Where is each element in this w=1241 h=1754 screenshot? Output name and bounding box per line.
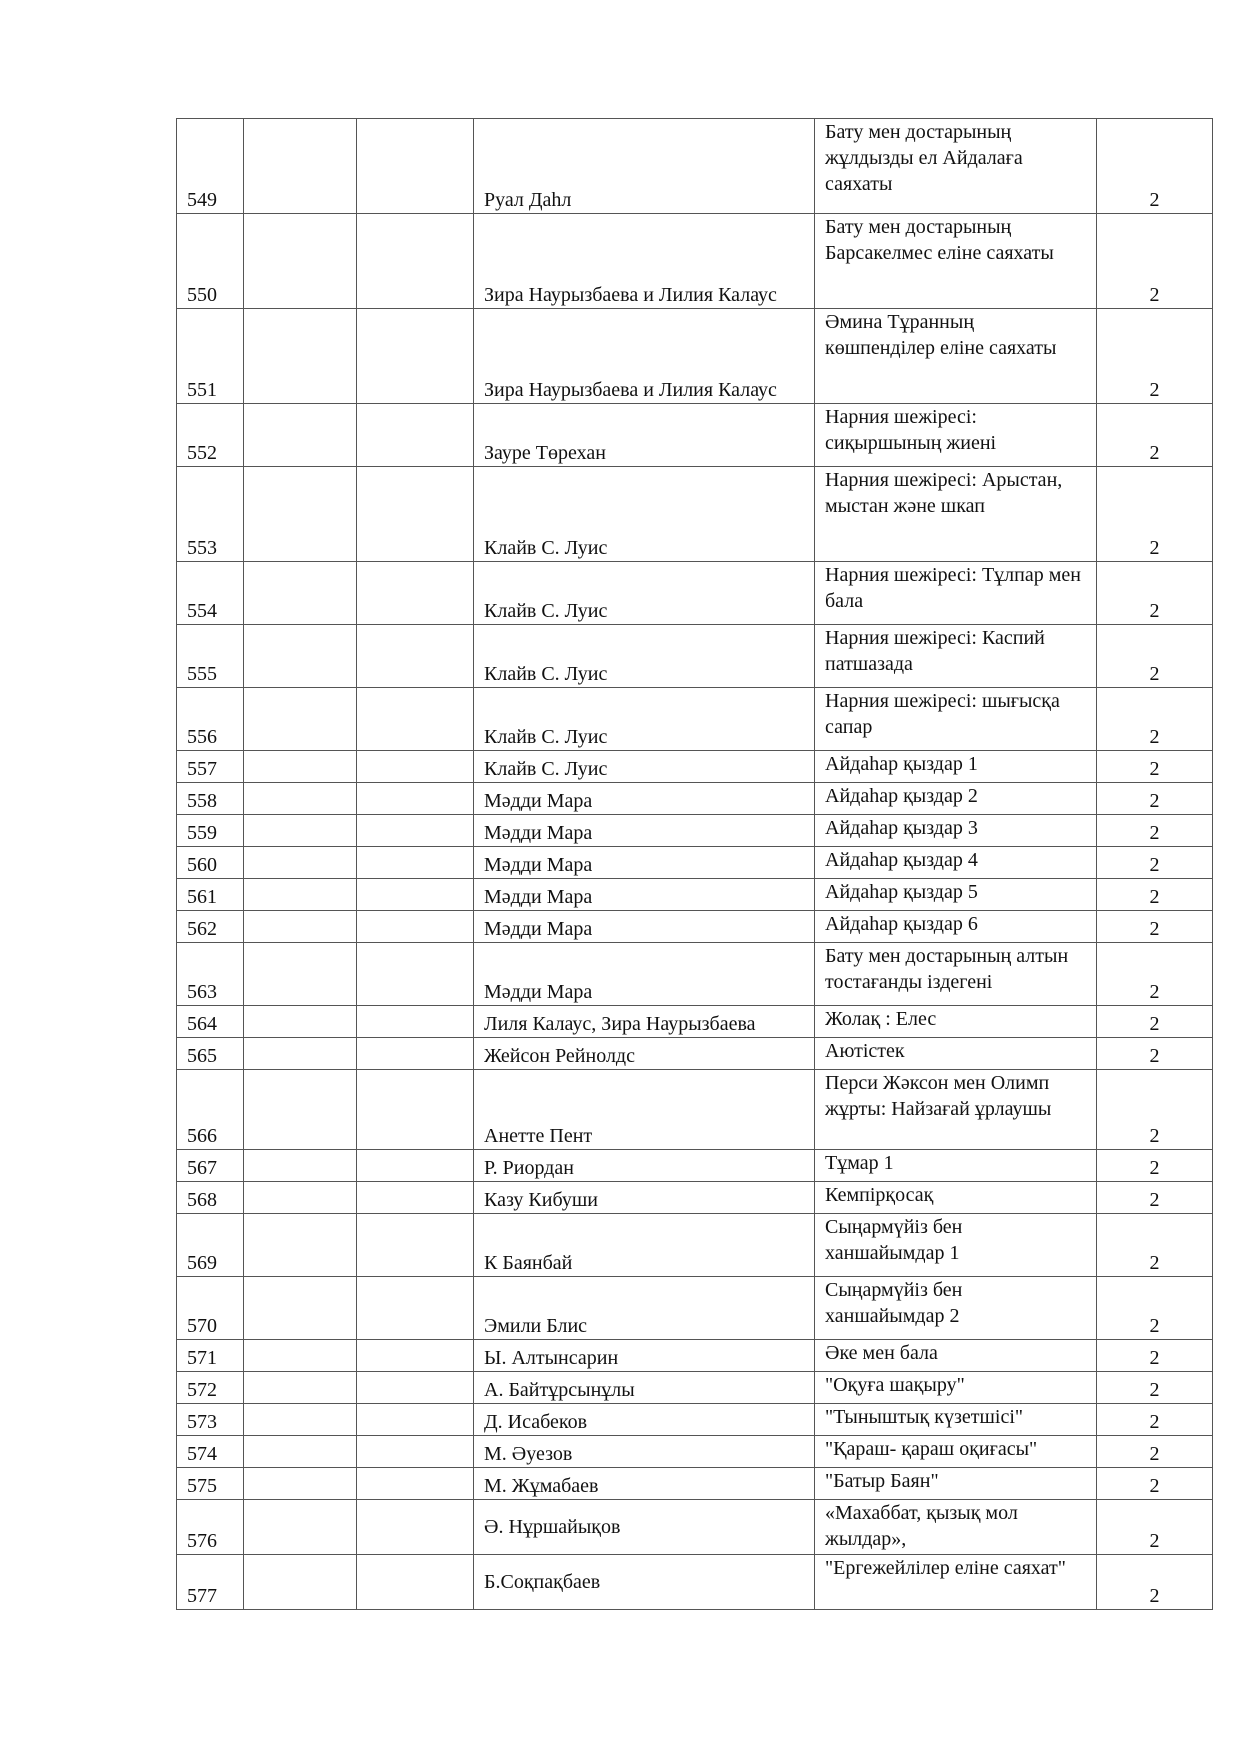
empty-cell xyxy=(244,1214,357,1277)
table-row xyxy=(177,562,1213,625)
empty-cell xyxy=(244,1372,357,1404)
empty-cell xyxy=(244,751,357,783)
title-cell: Сыңармүйіз бен ханшайымдар 2 xyxy=(815,1277,1097,1340)
title-cell: Айдаһар қыздар 4 xyxy=(815,847,1097,879)
table-row xyxy=(177,1150,1213,1182)
author-cell: Б.Соқпақбаев xyxy=(474,1555,815,1610)
author-cell: Мәдди Мара xyxy=(474,783,815,815)
title-cell: Әке мен бала xyxy=(815,1340,1097,1372)
table-row xyxy=(177,879,1213,911)
quantity-cell: 2 xyxy=(1097,1214,1213,1277)
empty-cell xyxy=(244,1006,357,1038)
table-row xyxy=(177,1372,1213,1404)
empty-cell xyxy=(357,625,474,688)
quantity-cell: 2 xyxy=(1097,1372,1213,1404)
author-cell: Зира Наурызбаева и Лилия Калаус xyxy=(474,309,815,404)
empty-cell xyxy=(244,625,357,688)
title-cell: Айдаһар қыздар 6 xyxy=(815,911,1097,943)
author-cell: М. Жұмабаев xyxy=(474,1468,815,1500)
empty-cell xyxy=(244,911,357,943)
title-cell: "Оқуға шақыру" xyxy=(815,1372,1097,1404)
empty-cell xyxy=(244,1277,357,1340)
empty-cell xyxy=(357,309,474,404)
empty-cell xyxy=(244,1070,357,1150)
table-row xyxy=(177,688,1213,751)
quantity-cell: 2 xyxy=(1097,467,1213,562)
empty-cell xyxy=(357,1150,474,1182)
title-cell: Айдаһар қыздар 1 xyxy=(815,751,1097,783)
empty-cell xyxy=(244,1182,357,1214)
quantity-cell: 2 xyxy=(1097,751,1213,783)
row-number: 570 xyxy=(177,1277,244,1340)
author-cell: Д. Исабеков xyxy=(474,1404,815,1436)
quantity-cell: 2 xyxy=(1097,309,1213,404)
table-row xyxy=(177,1006,1213,1038)
empty-cell xyxy=(357,562,474,625)
title-cell: Әмина Тұранның көшпенділер еліне саяхаты xyxy=(815,309,1097,404)
quantity-cell: 2 xyxy=(1097,562,1213,625)
author-cell: Жейсон Рейнолдс xyxy=(474,1038,815,1070)
title-cell: "Ергежейлілер еліне саяхат" xyxy=(815,1555,1097,1610)
row-number: 551 xyxy=(177,309,244,404)
empty-cell xyxy=(357,119,474,214)
table-row xyxy=(177,1500,1213,1555)
quantity-cell: 2 xyxy=(1097,1070,1213,1150)
empty-cell xyxy=(244,309,357,404)
row-number: 556 xyxy=(177,688,244,751)
empty-cell xyxy=(244,1468,357,1500)
quantity-cell: 2 xyxy=(1097,404,1213,467)
quantity-cell: 2 xyxy=(1097,911,1213,943)
row-number: 559 xyxy=(177,815,244,847)
quantity-cell: 2 xyxy=(1097,625,1213,688)
empty-cell xyxy=(357,1038,474,1070)
author-cell: Зира Наурызбаева и Лилия Калаус xyxy=(474,214,815,309)
table-row xyxy=(177,847,1213,879)
row-number: 566 xyxy=(177,1070,244,1150)
row-number: 554 xyxy=(177,562,244,625)
table-row xyxy=(177,309,1213,404)
table-row xyxy=(177,1555,1213,1610)
author-cell: Клайв С. Луис xyxy=(474,625,815,688)
empty-cell xyxy=(244,1340,357,1372)
row-number: 568 xyxy=(177,1182,244,1214)
author-cell: Анетте Пент xyxy=(474,1070,815,1150)
title-cell: Бату мен достарының алтын тостағанды іздегені xyxy=(815,943,1097,1006)
empty-cell xyxy=(357,1214,474,1277)
quantity-cell: 2 xyxy=(1097,1500,1213,1555)
author-cell: Мәдди Мара xyxy=(474,943,815,1006)
empty-cell xyxy=(357,214,474,309)
title-cell: Перси Жәксон мен Олимп жұрты: Найзағай ұрлаушы xyxy=(815,1070,1097,1150)
empty-cell xyxy=(357,1070,474,1150)
empty-cell xyxy=(357,847,474,879)
row-number: 575 xyxy=(177,1468,244,1500)
title-cell: Нарния шежіресі: Арыстан, мыстан және шкап xyxy=(815,467,1097,562)
row-number: 571 xyxy=(177,1340,244,1372)
empty-cell xyxy=(244,879,357,911)
empty-cell xyxy=(357,815,474,847)
title-cell: "Қараш- қараш оқиғасы" xyxy=(815,1436,1097,1468)
title-cell: "Батыр Баян" xyxy=(815,1468,1097,1500)
author-cell: Мәдди Мара xyxy=(474,847,815,879)
author-cell: Клайв С. Луис xyxy=(474,562,815,625)
author-cell: К Баянбай xyxy=(474,1214,815,1277)
empty-cell xyxy=(357,1006,474,1038)
quantity-cell: 2 xyxy=(1097,1277,1213,1340)
row-number: 549 xyxy=(177,119,244,214)
author-cell: Зауре Төрехан xyxy=(474,404,815,467)
title-cell: «Махаббат, қызық мол жылдар», xyxy=(815,1500,1097,1555)
row-number: 558 xyxy=(177,783,244,815)
empty-cell xyxy=(244,783,357,815)
title-cell: Айдаһар қыздар 5 xyxy=(815,879,1097,911)
quantity-cell: 2 xyxy=(1097,783,1213,815)
table-row xyxy=(177,1214,1213,1277)
empty-cell xyxy=(244,1500,357,1555)
empty-cell xyxy=(244,943,357,1006)
author-cell: Мәдди Мара xyxy=(474,879,815,911)
empty-cell xyxy=(244,1038,357,1070)
quantity-cell: 2 xyxy=(1097,214,1213,309)
quantity-cell: 2 xyxy=(1097,1436,1213,1468)
row-number: 555 xyxy=(177,625,244,688)
empty-cell xyxy=(357,911,474,943)
empty-cell xyxy=(244,1436,357,1468)
empty-cell xyxy=(357,783,474,815)
title-cell: Нарния шежіресі: шығысқа сапар xyxy=(815,688,1097,751)
author-cell: Клайв С. Луис xyxy=(474,688,815,751)
quantity-cell: 2 xyxy=(1097,688,1213,751)
empty-cell xyxy=(244,815,357,847)
author-cell: Мәдди Мара xyxy=(474,815,815,847)
table-row xyxy=(177,1277,1213,1340)
table-row xyxy=(177,1404,1213,1436)
row-number: 572 xyxy=(177,1372,244,1404)
quantity-cell: 2 xyxy=(1097,1468,1213,1500)
author-cell: Ы. Алтынсарин xyxy=(474,1340,815,1372)
empty-cell xyxy=(244,847,357,879)
empty-cell xyxy=(244,1404,357,1436)
quantity-cell: 2 xyxy=(1097,1340,1213,1372)
quantity-cell: 2 xyxy=(1097,1404,1213,1436)
author-cell: Ә. Нұршайықов xyxy=(474,1500,815,1555)
row-number: 567 xyxy=(177,1150,244,1182)
empty-cell xyxy=(244,119,357,214)
row-number: 560 xyxy=(177,847,244,879)
title-cell: Айдаһар қыздар 3 xyxy=(815,815,1097,847)
author-cell: Лиля Калаус, Зира Наурызбаева xyxy=(474,1006,815,1038)
title-cell: Жолақ : Елес xyxy=(815,1006,1097,1038)
row-number: 565 xyxy=(177,1038,244,1070)
empty-cell xyxy=(357,404,474,467)
table-row xyxy=(177,404,1213,467)
table-row xyxy=(177,625,1213,688)
empty-cell xyxy=(357,1500,474,1555)
author-cell: М. Әуезов xyxy=(474,1436,815,1468)
table-row xyxy=(177,1070,1213,1150)
title-cell: Аютістек xyxy=(815,1038,1097,1070)
empty-cell xyxy=(244,688,357,751)
book-list-table xyxy=(176,118,1213,1610)
row-number: 557 xyxy=(177,751,244,783)
empty-cell xyxy=(244,467,357,562)
title-cell: Айдаһар қыздар 2 xyxy=(815,783,1097,815)
author-cell: Руал Даһл xyxy=(474,119,815,214)
quantity-cell: 2 xyxy=(1097,847,1213,879)
row-number: 574 xyxy=(177,1436,244,1468)
row-number: 576 xyxy=(177,1500,244,1555)
quantity-cell: 2 xyxy=(1097,1150,1213,1182)
row-number: 562 xyxy=(177,911,244,943)
row-number: 552 xyxy=(177,404,244,467)
title-cell: Бату мен достарының Барсакелмес еліне саяхаты xyxy=(815,214,1097,309)
author-cell: Эмили Блис xyxy=(474,1277,815,1340)
table-row xyxy=(177,911,1213,943)
row-number: 573 xyxy=(177,1404,244,1436)
row-number: 563 xyxy=(177,943,244,1006)
table-row xyxy=(177,214,1213,309)
quantity-cell: 2 xyxy=(1097,1555,1213,1610)
table-row xyxy=(177,1436,1213,1468)
table-row xyxy=(177,1468,1213,1500)
title-cell: Нарния шежіресі: Каспий патшазада xyxy=(815,625,1097,688)
table-row xyxy=(177,815,1213,847)
row-number: 553 xyxy=(177,467,244,562)
title-cell: Нарния шежіресі: Тұлпар мен бала xyxy=(815,562,1097,625)
title-cell: Тұмар 1 xyxy=(815,1150,1097,1182)
author-cell: Казу Кибуши xyxy=(474,1182,815,1214)
empty-cell xyxy=(244,214,357,309)
title-cell: Бату мен достарының жұлдызды ел Айдалаға саяхаты xyxy=(815,119,1097,214)
table-row xyxy=(177,119,1213,214)
empty-cell xyxy=(244,404,357,467)
author-cell: Мәдди Мара xyxy=(474,911,815,943)
row-number: 569 xyxy=(177,1214,244,1277)
empty-cell xyxy=(357,751,474,783)
author-cell: Клайв С. Луис xyxy=(474,467,815,562)
row-number: 561 xyxy=(177,879,244,911)
empty-cell xyxy=(357,1277,474,1340)
empty-cell xyxy=(357,1340,474,1372)
empty-cell xyxy=(244,1150,357,1182)
table-row xyxy=(177,1340,1213,1372)
quantity-cell: 2 xyxy=(1097,815,1213,847)
quantity-cell: 2 xyxy=(1097,1038,1213,1070)
table-row xyxy=(177,1038,1213,1070)
empty-cell xyxy=(357,879,474,911)
title-cell: Сыңармүйіз бен ханшайымдар 1 xyxy=(815,1214,1097,1277)
author-cell: А. Байтұрсынұлы xyxy=(474,1372,815,1404)
table-row xyxy=(177,751,1213,783)
title-cell: Нарния шежіресі: сиқыршының жиені xyxy=(815,404,1097,467)
empty-cell xyxy=(357,1468,474,1500)
empty-cell xyxy=(357,1555,474,1610)
title-cell: Кемпірқосақ xyxy=(815,1182,1097,1214)
quantity-cell: 2 xyxy=(1097,119,1213,214)
quantity-cell: 2 xyxy=(1097,1006,1213,1038)
author-cell: Р. Риордан xyxy=(474,1150,815,1182)
empty-cell xyxy=(244,562,357,625)
empty-cell xyxy=(357,467,474,562)
table-row xyxy=(177,783,1213,815)
table-row xyxy=(177,467,1213,562)
book-list-body xyxy=(177,119,1213,1610)
table-row xyxy=(177,1182,1213,1214)
row-number: 550 xyxy=(177,214,244,309)
quantity-cell: 2 xyxy=(1097,943,1213,1006)
quantity-cell: 2 xyxy=(1097,1182,1213,1214)
row-number: 564 xyxy=(177,1006,244,1038)
empty-cell xyxy=(244,1555,357,1610)
empty-cell xyxy=(357,943,474,1006)
empty-cell xyxy=(357,1436,474,1468)
table-row xyxy=(177,943,1213,1006)
quantity-cell: 2 xyxy=(1097,879,1213,911)
empty-cell xyxy=(357,1372,474,1404)
empty-cell xyxy=(357,1182,474,1214)
row-number: 577 xyxy=(177,1555,244,1610)
author-cell: Клайв С. Луис xyxy=(474,751,815,783)
empty-cell xyxy=(357,688,474,751)
empty-cell xyxy=(357,1404,474,1436)
title-cell: "Тыныштық күзетшісі" xyxy=(815,1404,1097,1436)
